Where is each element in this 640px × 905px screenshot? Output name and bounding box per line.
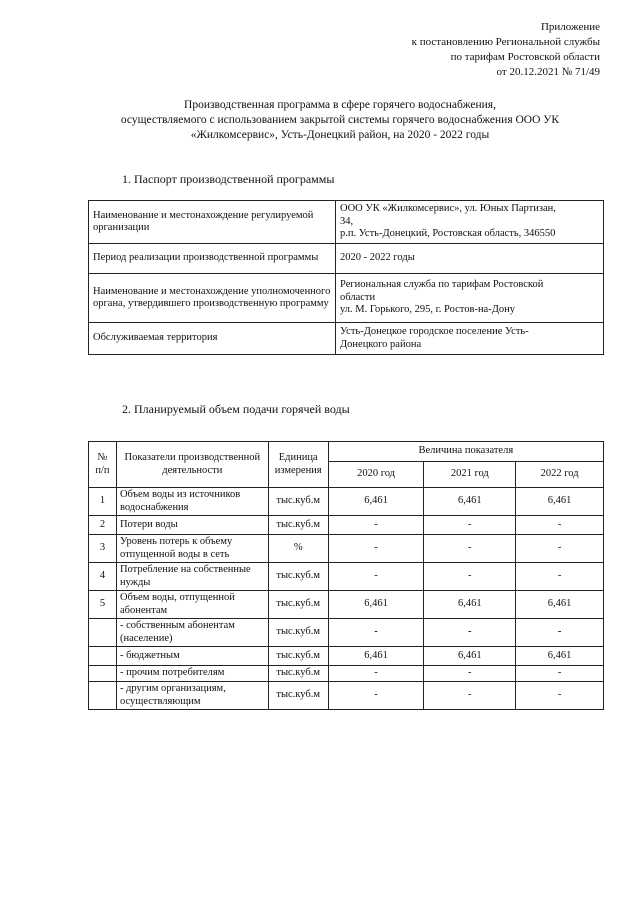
document-title [60, 98, 620, 143]
value-line: 2020 - 2022 годы [340, 252, 415, 264]
row-value-2021: - [424, 535, 516, 563]
header-year-2020: 2020 год [328, 462, 424, 488]
row-unit: тыс.куб.м [268, 647, 328, 666]
row-value-2020: 6,461 [328, 488, 424, 516]
passport-label: Период реализации производственной программы [89, 244, 336, 274]
row-indicator: Потери воды [116, 516, 268, 535]
row-value-2021: - [424, 666, 516, 682]
row-num [89, 647, 117, 666]
row-value-2021: - [424, 516, 516, 535]
row-num: 3 [89, 535, 117, 563]
row-value-2021: - [424, 563, 516, 591]
row-value-2022: - [516, 666, 604, 682]
row-value-2020: - [328, 666, 424, 682]
row-num: 2 [89, 516, 117, 535]
row-num: 4 [89, 563, 117, 591]
row-value-2022: - [516, 682, 604, 710]
header-value: Величина показателя [328, 442, 603, 462]
row-value-2020: 6,461 [328, 647, 424, 666]
row-value-2021: 6,461 [424, 647, 516, 666]
row-value-2022: - [516, 535, 604, 563]
passport-row [89, 323, 604, 355]
passport-table [88, 200, 604, 355]
row-unit: тыс.куб.м [268, 682, 328, 710]
passport-value [336, 274, 604, 323]
row-value-2022: - [516, 516, 604, 535]
row-value-2022: - [516, 619, 604, 647]
row-unit: тыс.куб.м [268, 488, 328, 516]
row-num: 1 [89, 488, 117, 516]
row-value-2021: 6,461 [424, 591, 516, 619]
header-row [89, 442, 604, 462]
value-line: области [340, 291, 376, 303]
row-value-2020: 6,461 [328, 591, 424, 619]
title-line: Производственная программа в сфере горячего водоснабжения, [184, 99, 496, 111]
row-indicator: - другим организациям, осуществляющим [116, 682, 268, 710]
header-year-2022: 2022 год [516, 462, 604, 488]
table-row [89, 666, 604, 682]
row-value-2020: - [328, 516, 424, 535]
row-unit: тыс.куб.м [268, 591, 328, 619]
passport-label: Наименование и местонахождение уполномоченного органа, утвердившего производственную программу [89, 274, 336, 323]
row-unit: тыс.куб.м [268, 619, 328, 647]
row-value-2020: - [328, 563, 424, 591]
passport-label: Наименование и местонахождение регулируемой организации [89, 201, 336, 244]
appendix-line: по тарифам Ростовской области [450, 51, 600, 63]
row-indicator: Потребление на собственные нужды [116, 563, 268, 591]
passport-row [89, 201, 604, 244]
row-value-2022: - [516, 563, 604, 591]
row-num: 5 [89, 591, 117, 619]
row-value-2020: - [328, 535, 424, 563]
appendix-line: Приложение [540, 21, 600, 33]
appendix-line: к постановлению Региональной службы [411, 36, 600, 48]
row-indicator: Объем воды, отпущенной абонентам [116, 591, 268, 619]
value-line: Усть-Донецкое городское поселение Усть- [340, 326, 529, 337]
value-line: Региональная служба по тарифам Ростовской [340, 279, 544, 291]
value-line: ООО УК «Жилкомсервис», ул. Юных Партизан, [340, 203, 556, 215]
row-value-2021: - [424, 619, 516, 647]
value-line: Донецкого района [340, 338, 422, 350]
table-row [89, 591, 604, 619]
volume-table [88, 441, 604, 710]
row-unit: тыс.куб.м [268, 516, 328, 535]
table-row [89, 488, 604, 516]
row-value-2022: 6,461 [516, 488, 604, 516]
table-row [89, 647, 604, 666]
passport-row [89, 274, 604, 323]
section2-heading: 2. Планируемый объем подачи горячей воды [122, 402, 350, 416]
title-line: осуществляемого с использованием закрытой системы горячего водоснабжения ООО УК [120, 114, 560, 126]
value-line: ул. М. Горького, 295, г. Ростов-на-Дону [340, 304, 515, 316]
row-indicator: - бюджетным [116, 647, 268, 666]
table-row [89, 619, 604, 647]
value-line: 34, [340, 215, 354, 227]
header-indicator: Показатели производственной деятельности [116, 442, 268, 488]
row-num [89, 666, 117, 682]
passport-label: Обслуживаемая территория [89, 323, 336, 355]
row-value-2020: - [328, 682, 424, 710]
section1-heading: 1. Паспорт производственной программы [122, 172, 335, 186]
row-indicator: - прочим потребителям [116, 666, 268, 682]
row-value-2021: 6,461 [424, 488, 516, 516]
passport-value [336, 323, 604, 355]
passport-value [336, 244, 604, 274]
row-value-2021: - [424, 682, 516, 710]
table-row [89, 516, 604, 535]
row-indicator: Уровень потерь к объему отпущенной воды в сеть [116, 535, 268, 563]
row-value-2022: 6,461 [516, 647, 604, 666]
row-unit: тыс.куб.м [268, 666, 328, 682]
value-line: р.п. Усть-Донецкий, Ростовская область, 346550 [340, 228, 556, 240]
passport-value [336, 201, 604, 244]
row-value-2022: 6,461 [516, 591, 604, 619]
appendix-block [412, 20, 600, 80]
table-row [89, 682, 604, 710]
header-num: № п/п [89, 442, 117, 488]
row-value-2020: - [328, 619, 424, 647]
row-indicator: - собственным абонентам (население) [116, 619, 268, 647]
title-line: «Жилкомсервис», Усть-Донецкий район, на 2020 - 2022 годы [190, 129, 490, 141]
header-unit: Единица измерения [268, 442, 328, 488]
passport-row [89, 244, 604, 274]
row-unit: % [268, 535, 328, 563]
row-num [89, 682, 117, 710]
row-indicator: Объем воды из источников водоснабжения [116, 488, 268, 516]
table-row [89, 535, 604, 563]
appendix-date: от 20.12.2021 № 71/49 [496, 66, 600, 78]
table-row [89, 563, 604, 591]
row-num [89, 619, 117, 647]
header-year-2021: 2021 год [424, 462, 516, 488]
row-unit: тыс.куб.м [268, 563, 328, 591]
